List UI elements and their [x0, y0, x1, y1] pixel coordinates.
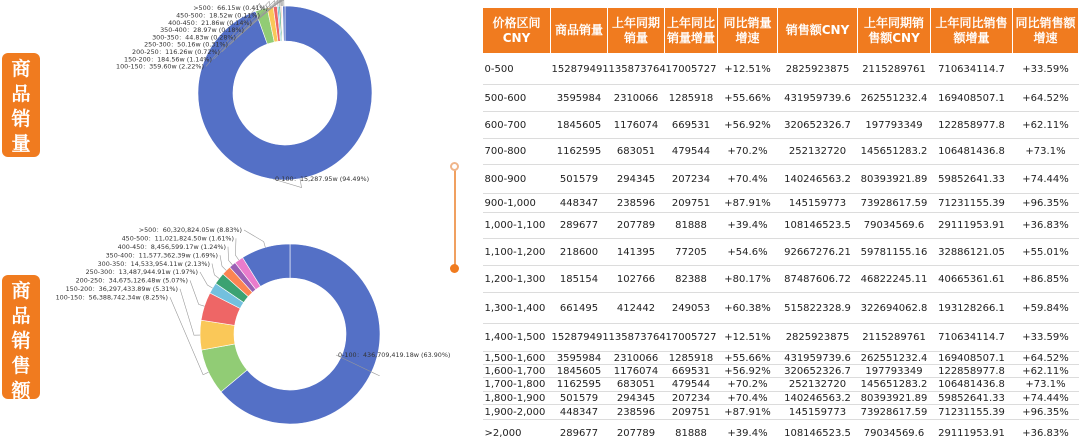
table-cell: +80.17% [718, 266, 778, 293]
table-cell: 3595984 [551, 85, 608, 112]
table-cell: 197793349 [858, 112, 931, 139]
table-cell: 197793349 [858, 365, 931, 378]
table-cell: 80393921.89 [858, 165, 931, 194]
table-cell: 141395 [608, 239, 665, 266]
table-cell: 207234 [665, 392, 718, 405]
table-cell: +55.66% [718, 352, 778, 365]
table-header-cell: 销售额CNY [778, 8, 858, 54]
sales-revenue-label [2, 275, 40, 402]
table-row [483, 365, 1079, 378]
table-row [483, 85, 1079, 112]
table-cell: 135873764 [608, 54, 665, 85]
table-cell: 218600 [551, 239, 608, 266]
table-cell: 320652326.7 [778, 365, 858, 378]
table-cell: 169408507.1 [931, 85, 1013, 112]
table-row [483, 405, 1079, 420]
table-cell: 59781155.16 [858, 239, 931, 266]
table-cell: 1845605 [551, 112, 608, 139]
table-cell: 46822245.11 [858, 266, 931, 293]
table-cell: 207789 [608, 420, 665, 447]
table-cell: 108146523.5 [778, 420, 858, 447]
table-cell: 135873764 [608, 324, 665, 352]
table-cell: 500-600 [483, 85, 551, 112]
table-cell: >2,000 [483, 420, 551, 447]
table-cell: +36.83% [1013, 420, 1079, 447]
donut-slice-label: 150-200：184.56w (1.14%) [124, 55, 212, 64]
table-row [483, 194, 1079, 213]
timeline-connector [454, 166, 456, 268]
donut-slice-label: 250-300：50.16w (0.31%) [144, 40, 228, 49]
sales-revenue-donut-chart [40, 222, 460, 434]
table-row [483, 378, 1079, 392]
table-cell: 169408507.1 [931, 352, 1013, 365]
table-cell: 207789 [608, 213, 665, 239]
table-cell: +56.92% [718, 112, 778, 139]
table-cell: 900-1,000 [483, 194, 551, 213]
sales-volume-char: 品 [11, 83, 31, 105]
table-cell: 2115289761 [858, 54, 931, 85]
table-row [483, 420, 1079, 447]
table-row [483, 324, 1079, 352]
table-cell: +54.6% [718, 239, 778, 266]
table-cell: +12.51% [718, 54, 778, 85]
table-cell: 29111953.91 [931, 213, 1013, 239]
table-cell: 185154 [551, 266, 608, 293]
table-cell: +39.4% [718, 213, 778, 239]
donut-slice-label: 400-450：21.86w (0.14%) [168, 18, 252, 27]
table-cell: 102766 [608, 266, 665, 293]
table-cell: 320652326.7 [778, 112, 858, 139]
sales-revenue-char: 售 [11, 355, 31, 377]
table-cell: +56.92% [718, 365, 778, 378]
donut-slice-label: 100-150：359.60w (2.22%) [116, 62, 204, 71]
sales-revenue-char: 品 [11, 305, 31, 327]
table-cell: +70.2% [718, 139, 778, 165]
table-cell: 17005727 [665, 324, 718, 352]
table-cell: 710634114.7 [931, 324, 1013, 352]
table-cell: 82388 [665, 266, 718, 293]
table-cell: 29111953.91 [931, 420, 1013, 447]
table-cell: 73928617.59 [858, 194, 931, 213]
table-cell: 1162595 [551, 139, 608, 165]
table-cell: +74.44% [1013, 165, 1079, 194]
table-cell: 145159773 [778, 194, 858, 213]
table-cell: +96.35% [1013, 194, 1079, 213]
table-cell: 193128266.1 [931, 293, 1013, 324]
table-cell: +62.11% [1013, 112, 1079, 139]
table-cell: 1,600-1,700 [483, 365, 551, 378]
table-cell: 252132720 [778, 139, 858, 165]
table-cell: 1176074 [608, 112, 665, 139]
table-cell: 800-900 [483, 165, 551, 194]
table-cell: 2310066 [608, 85, 665, 112]
table-cell: 515822328.9 [778, 293, 858, 324]
table-cell: 669531 [665, 112, 718, 139]
timeline-dot-bottom [450, 264, 459, 273]
table-cell: +64.52% [1013, 352, 1079, 365]
table-row [483, 213, 1079, 239]
table-cell: +70.2% [718, 378, 778, 392]
table-cell: 87487606.72 [778, 266, 858, 293]
table-cell: 289677 [551, 420, 608, 447]
table-cell: +12.51% [718, 324, 778, 352]
table-cell: 238596 [608, 194, 665, 213]
table-cell: 1285918 [665, 85, 718, 112]
donut-slice-label: 250-300：13,487,944.91w (1.97%) [85, 268, 198, 277]
table-cell: 252132720 [778, 378, 858, 392]
table-cell: +96.35% [1013, 405, 1079, 420]
table-cell: 1285918 [665, 352, 718, 365]
table-cell: +39.4% [718, 420, 778, 447]
table-cell: 81888 [665, 420, 718, 447]
table-header-cell: 同比销量增速 [718, 8, 778, 54]
table-cell: 59852641.33 [931, 392, 1013, 405]
table-cell: 661495 [551, 293, 608, 324]
table-cell: 249053 [665, 293, 718, 324]
sales-volume-char: 销 [11, 108, 31, 130]
table-cell: 1,700-1,800 [483, 378, 551, 392]
table-cell: 79034569.6 [858, 213, 931, 239]
table-header-cell: 商品销量 [551, 8, 608, 54]
table-cell: 145651283.2 [858, 139, 931, 165]
table-cell: 145651283.2 [858, 378, 931, 392]
sales-volume-char: 量 [11, 133, 31, 155]
table-cell: 479544 [665, 139, 718, 165]
donut-slice-label: 200-250：116.26w (0.72%) [132, 48, 220, 56]
table-cell: +55.66% [718, 85, 778, 112]
sales-revenue-char: 商 [11, 280, 31, 302]
table-cell: 71231155.39 [931, 405, 1013, 420]
table-cell: 2825923875 [778, 54, 858, 85]
table-cell: +87.91% [718, 194, 778, 213]
table-cell: 122858977.8 [931, 365, 1013, 378]
table-cell: 700-800 [483, 139, 551, 165]
table-cell: 501579 [551, 165, 608, 194]
table-cell: 145159773 [778, 405, 858, 420]
table-cell: 108146523.5 [778, 213, 858, 239]
table-cell: +70.4% [718, 392, 778, 405]
table-cell: 1,400-1,500 [483, 324, 551, 352]
table-cell: 209751 [665, 405, 718, 420]
donut-slice-label: 450-500：18.52w (0.11%) [176, 11, 260, 20]
table-cell: +36.83% [1013, 213, 1079, 239]
table-cell: +33.59% [1013, 324, 1079, 352]
sales-volume-donut-chart [40, 0, 460, 200]
table-cell: 71231155.39 [931, 194, 1013, 213]
table-cell: +64.52% [1013, 85, 1079, 112]
table-header-cell: 同比销售额增速 [1013, 8, 1079, 54]
table-header-cell: 上年同比销量增量 [665, 8, 718, 54]
table-cell: +62.11% [1013, 365, 1079, 378]
table-row [483, 165, 1079, 194]
table-cell: 122858977.8 [931, 112, 1013, 139]
table-row [483, 54, 1079, 85]
donut-slice-label: >500：60,320,824.05w (8.83%) [138, 226, 242, 235]
table-header-cell: 价格区间CNY [483, 8, 551, 54]
table-cell: 600-700 [483, 112, 551, 139]
table-cell: 1176074 [608, 365, 665, 378]
table-header-cell: 上年同期销量 [608, 8, 665, 54]
table-cell: 1,100-1,200 [483, 239, 551, 266]
table-cell: +60.38% [718, 293, 778, 324]
donut-slice-label: 300-350：44.83w (0.28%) [152, 33, 236, 42]
table-cell: 683051 [608, 378, 665, 392]
table-row [483, 293, 1079, 324]
table-cell: 322694062.8 [858, 293, 931, 324]
table-header-cell: 上年同期销售额CNY [858, 8, 931, 54]
table-cell: +73.1% [1013, 378, 1079, 392]
table-cell: 2825923875 [778, 324, 858, 352]
table-cell: +70.4% [718, 165, 778, 194]
table-cell: 59852641.33 [931, 165, 1013, 194]
donut-slice-label: 0-100：15,287.95w (94.49%) [275, 175, 370, 184]
table-cell: 412442 [608, 293, 665, 324]
table-cell: 140246563.2 [778, 392, 858, 405]
table-cell: 448347 [551, 405, 608, 420]
table-cell: 1,900-2,000 [483, 405, 551, 420]
table-cell: 81888 [665, 213, 718, 239]
table-cell: 431959739.6 [778, 352, 858, 365]
table-header-cell: 上年同比销售额增量 [931, 8, 1013, 54]
table-row [483, 352, 1079, 365]
table-cell: 152879491 [551, 324, 608, 352]
table-cell: 77205 [665, 239, 718, 266]
table-cell: 501579 [551, 392, 608, 405]
table-row [483, 392, 1079, 405]
table-cell: +59.84% [1013, 293, 1079, 324]
timeline-dot-top [450, 162, 459, 171]
donut-slice-label: 200-250：34,675,126.48w (5.07%) [75, 276, 188, 285]
table-cell: 152879491 [551, 54, 608, 85]
sales-revenue-char: 额 [11, 380, 31, 402]
table-cell: 2115289761 [858, 324, 931, 352]
table-cell: 1,800-1,900 [483, 392, 551, 405]
donut-slice-label: 350-400：11,577,362.39w (1.69%) [105, 251, 218, 260]
sales-volume-label [2, 53, 40, 157]
table-cell: +55.01% [1013, 239, 1079, 266]
table-cell: 2310066 [608, 352, 665, 365]
table-cell: 80393921.89 [858, 392, 931, 405]
table-cell: 683051 [608, 139, 665, 165]
sales-revenue-char: 销 [11, 330, 31, 352]
donut-slice-label: >500：66.15w (0.41%) [193, 4, 268, 13]
table-cell: 710634114.7 [931, 54, 1013, 85]
donut-slice-label: 150-200：36,297,433.89w (5.31%) [65, 285, 178, 293]
table-cell: 92667276.21 [778, 239, 858, 266]
table-cell: 32886121.05 [931, 239, 1013, 266]
table-cell: +86.85% [1013, 266, 1079, 293]
table-cell: 289677 [551, 213, 608, 239]
table-cell: 669531 [665, 365, 718, 378]
table-row [483, 112, 1079, 139]
table-row [483, 139, 1079, 165]
table-cell: 0-500 [483, 54, 551, 85]
table-cell: 73928617.59 [858, 405, 931, 420]
table-cell: 209751 [665, 194, 718, 213]
table-cell: 40665361.61 [931, 266, 1013, 293]
table-cell: 17005727 [665, 54, 718, 85]
table-cell: 294345 [608, 392, 665, 405]
table-cell: 1,200-1,300 [483, 266, 551, 293]
table-cell: 207234 [665, 165, 718, 194]
donut-slice-label: 300-350：14,533,954.11w (2.13%) [97, 259, 210, 268]
table-cell: +87.91% [718, 405, 778, 420]
table-cell: 1,300-1,400 [483, 293, 551, 324]
table-cell: 1,000-1,100 [483, 213, 551, 239]
table-cell: +74.44% [1013, 392, 1079, 405]
table-row [483, 266, 1079, 293]
table-cell: 106481436.8 [931, 139, 1013, 165]
table-cell: 106481436.8 [931, 378, 1013, 392]
table-cell: 294345 [608, 165, 665, 194]
donut-slice-label: 400-450：8,456,599.17w (1.24%) [117, 243, 226, 251]
table-cell: 448347 [551, 194, 608, 213]
table-cell: 3595984 [551, 352, 608, 365]
donut-slice-label: 450-500：11,021,824.50w (1.61%) [121, 234, 234, 243]
sales-volume-char: 商 [11, 58, 31, 80]
table-cell: 140246563.2 [778, 165, 858, 194]
table-cell: 479544 [665, 378, 718, 392]
table-cell: +73.1% [1013, 139, 1079, 165]
donut-slice-label: 100-150：56,388,742.34w (8.25%) [55, 293, 168, 302]
table-cell: +33.59% [1013, 54, 1079, 85]
table-cell: 1162595 [551, 378, 608, 392]
table-cell: 262551232.4 [858, 352, 931, 365]
table-row [483, 239, 1079, 266]
table-cell: 1845605 [551, 365, 608, 378]
table-cell: 1,500-1,600 [483, 352, 551, 365]
donut-slice-label: 0-100：436,709,419.18w (63.90%) [338, 351, 451, 360]
table-cell: 262551232.4 [858, 85, 931, 112]
table-cell: 238596 [608, 405, 665, 420]
table-cell: 431959739.6 [778, 85, 858, 112]
donut-slice-label: 350-400：28.97w (0.18%) [160, 26, 244, 35]
price-range-table [482, 7, 1079, 447]
table-cell: 79034569.6 [858, 420, 931, 447]
